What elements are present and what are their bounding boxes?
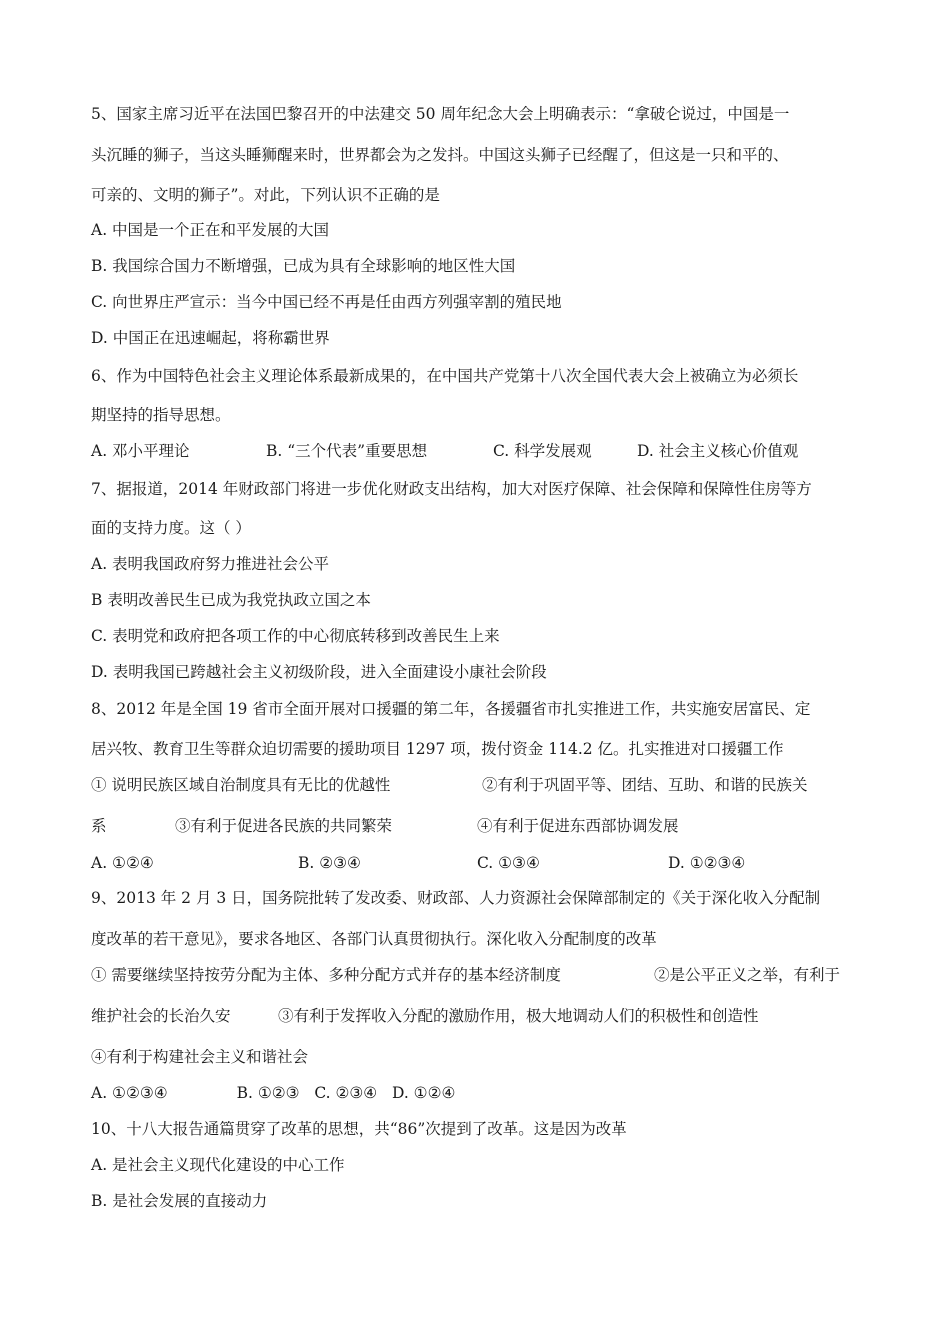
q9-statement-3: ③有利于发挥收入分配的激励作用，极大地调动人们的积极性和创造性 <box>278 1007 759 1025</box>
q8-stem-line2: 居兴牧、教育卫生等群众迫切需要的援助项目 1297 项，拨付资金 114.2 亿。扎实推进对口援疆工作 <box>91 740 784 758</box>
q8-option-c: C. ①③④ <box>477 854 540 872</box>
q8-stem-line1: 8、2012 年是全国 19 省市全面开展对口援疆的第二年，各援疆省市扎实推进工作，共实施安居富民、定 <box>91 700 811 718</box>
q7-stem-line1: 7、据报道，2014 年财政部门将进一步优化财政支出结构，加大对医疗保障、社会保障和保障性住房等方 <box>91 480 812 498</box>
q10-option-a: A. 是社会主义现代化建设的中心工作 <box>91 1156 345 1174</box>
q8-statement-2: ②有利于巩固平等、团结、互助、和谐的民族关 <box>482 776 808 794</box>
q8-option-d: D. ①②③④ <box>668 854 746 872</box>
q8-statement-4: ④有利于促进东西部协调发展 <box>477 817 679 835</box>
q5-option-b: B. 我国综合国力不断增强，已成为具有全球影响的地区性大国 <box>91 257 516 275</box>
q5-option-c: C. 向世界庄严宣示：当今中国已经不再是任由西方列强宰割的殖民地 <box>91 293 562 311</box>
q7-option-d: D. 表明我国已跨越社会主义初级阶段，进入全面建设小康社会阶段 <box>91 663 547 681</box>
q7-option-c: C. 表明党和政府把各项工作的中心彻底转移到改善民生上来 <box>91 627 500 645</box>
q5-stem-line3: 可亲的、文明的狮子”。对此，下列认识不正确的是 <box>91 186 440 204</box>
q5-stem-line2: 头沉睡的狮子，当这头睡狮醒来时，世界都会为之发抖。中国这头狮子已经醒了，但这是一只和平的、 <box>91 146 789 164</box>
q7-option-b: B 表明改善民生已成为我党执政立国之本 <box>91 591 371 609</box>
q7-stem-line2: 面的支持力度。这（ ） <box>91 519 251 537</box>
q6-stem-line1: 6、作为中国特色社会主义理论体系最新成果的，在中国共产党第十八次全国代表大会上被确立为必须长 <box>91 367 799 385</box>
q9-options: A. ①②③④ B. ①②③ C. ②③④ D. ①②④ <box>91 1084 456 1102</box>
q6-option-a: A. 邓小平理论 <box>91 442 190 460</box>
q6-option-d: D. 社会主义核心价值观 <box>637 442 799 460</box>
q9-stem-line1: 9、2013 年 2 月 3 日，国务院批转了发改委、财政部、人力资源社会保障部制定的《关于深化收入分配制 <box>91 889 821 907</box>
q9-statement-1: ① 需要继续坚持按劳分配为主体、多种分配方式并存的基本经济制度 <box>91 966 561 984</box>
q8-option-b: B. ②③④ <box>298 854 361 872</box>
q5-stem-line1: 5、国家主席习近平在法国巴黎召开的中法建交 50 周年纪念大会上明确表示：“拿破仑说过，中国是一 <box>91 105 790 123</box>
q10-stem-line1: 10、十八大报告通篇贯穿了改革的思想，共“86”次提到了改革。这是因为改革 <box>91 1120 627 1138</box>
q8-statement-1: ① 说明民族区域自治制度具有无比的优越性 <box>91 776 391 794</box>
q8-statement-2-cont: 系 <box>91 817 107 835</box>
q9-statement-2: ②是公平正义之举，有利于 <box>654 966 841 984</box>
q9-stem-line2: 度改革的若干意见》，要求各地区、各部门认真贯彻执行。深化收入分配制度的改革 <box>91 930 657 948</box>
q10-option-b: B. 是社会发展的直接动力 <box>91 1192 268 1210</box>
q8-statement-3: ③有利于促进各民族的共同繁荣 <box>175 817 393 835</box>
q5-option-a: A. 中国是一个正在和平发展的大国 <box>91 221 330 239</box>
q6-stem-line2: 期坚持的指导思想。 <box>91 406 231 424</box>
q9-statement-2-cont: 维护社会的长治久安 <box>91 1007 231 1025</box>
q6-option-b: B. “三个代表”重要思想 <box>266 442 428 460</box>
q9-statement-4: ④有利于构建社会主义和谐社会 <box>91 1048 309 1066</box>
q6-option-c: C. 科学发展观 <box>493 442 592 460</box>
q7-option-a: A. 表明我国政府努力推进社会公平 <box>91 555 330 573</box>
q8-option-a: A. ①②④ <box>91 854 154 872</box>
q5-option-d: D. 中国正在迅速崛起，将称霸世界 <box>91 329 330 347</box>
